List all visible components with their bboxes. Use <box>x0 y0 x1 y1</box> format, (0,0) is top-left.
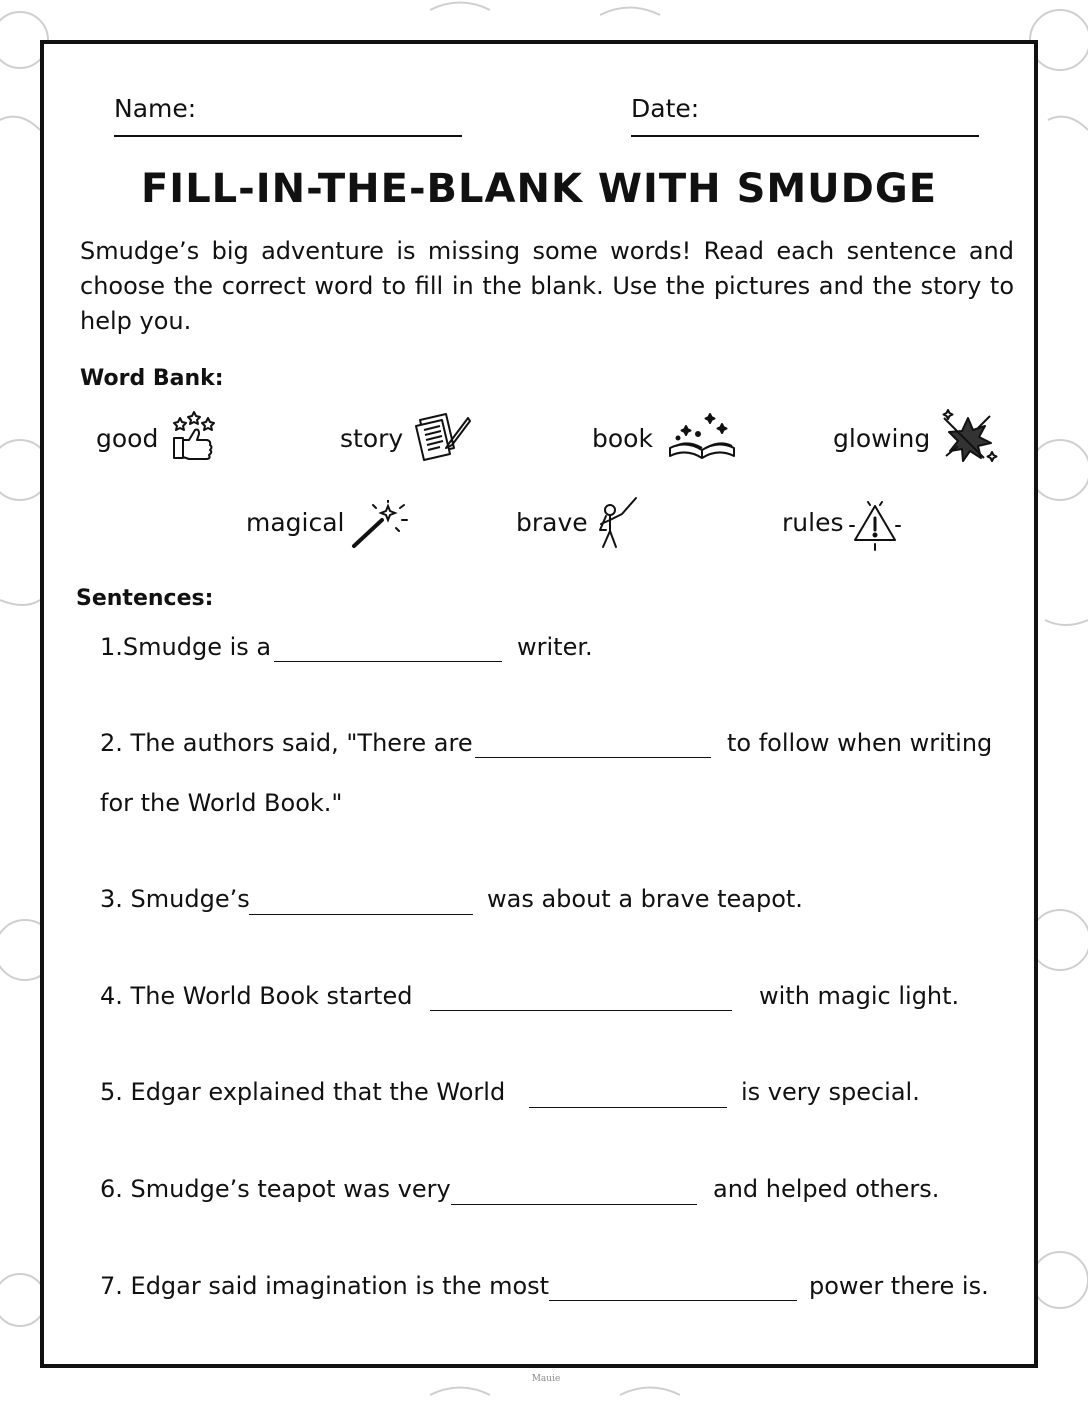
word-bank-word: magical <box>246 508 345 537</box>
name-field[interactable] <box>114 135 462 137</box>
footer-logo: Mauie <box>531 1374 561 1384</box>
instructions: Smudge’s big adventure is missing some words! Read each sentence and choose the correct word to fill in the blank. Use the pictures and the story to help you. <box>80 237 1014 335</box>
sentence-2-end: to follow when writing <box>727 729 993 757</box>
date-label: Date: <box>631 94 700 123</box>
sentence-5-start: 5. Edgar explained that the World <box>100 1078 506 1106</box>
sentence-2-start: 2. The authors said, "There are <box>100 729 473 757</box>
sentence-7-start: 7. Edgar said imagination is the most <box>100 1272 550 1300</box>
answer-blank-2[interactable] <box>475 757 711 758</box>
burst-glow-icon <box>938 408 1000 466</box>
word-bank-word: story <box>340 424 404 453</box>
answer-blank-1[interactable] <box>274 661 502 662</box>
answer-blank-7[interactable] <box>549 1300 797 1301</box>
warning-sign-icon <box>848 500 902 552</box>
sentence-3-end: was about a brave teapot. <box>487 885 803 913</box>
answer-blank-3[interactable] <box>249 914 473 915</box>
sentence-4-start: 4. The World Book started <box>100 982 413 1010</box>
thumbs-up-stars-icon <box>170 410 218 462</box>
word-bank-word: rules <box>782 508 844 537</box>
sentence-4-end: with magic light. <box>759 982 960 1010</box>
sentence-1-end: writer. <box>517 633 593 661</box>
worksheet <box>40 40 1038 1368</box>
sentence-2-line2: for the World Book." <box>100 789 343 817</box>
word-bank-word: glowing <box>833 424 931 453</box>
word-bank-word: good <box>96 424 159 453</box>
page-title: FILL-IN-THE-BLANK WITH SMUDGE <box>140 166 938 212</box>
name-label: Name: <box>114 94 197 123</box>
answer-blank-6[interactable] <box>451 1204 697 1205</box>
date-field[interactable] <box>631 135 979 137</box>
word-bank-word: book <box>592 424 653 453</box>
sentence-5-end: is very special. <box>741 1078 920 1106</box>
sentences-heading: Sentences: <box>76 586 214 611</box>
answer-blank-5[interactable] <box>529 1107 727 1108</box>
sentence-6-end: and helped others. <box>713 1175 940 1203</box>
sentence-7-end: power there is. <box>809 1272 989 1300</box>
magic-wand-icon <box>348 500 410 550</box>
hero-figure-icon <box>596 496 642 552</box>
sentence-6-start: 6. Smudge’s teapot was very <box>100 1175 451 1203</box>
open-book-sparkles-icon <box>666 408 738 466</box>
paper-pen-icon <box>414 410 472 462</box>
word-bank-word: brave <box>516 508 588 537</box>
sentence-1-start: 1.Smudge is a <box>100 633 272 661</box>
word-bank-heading: Word Bank: <box>80 366 224 391</box>
answer-blank-4[interactable] <box>430 1010 732 1011</box>
sentence-3-start: 3. Smudge’s <box>100 885 250 913</box>
